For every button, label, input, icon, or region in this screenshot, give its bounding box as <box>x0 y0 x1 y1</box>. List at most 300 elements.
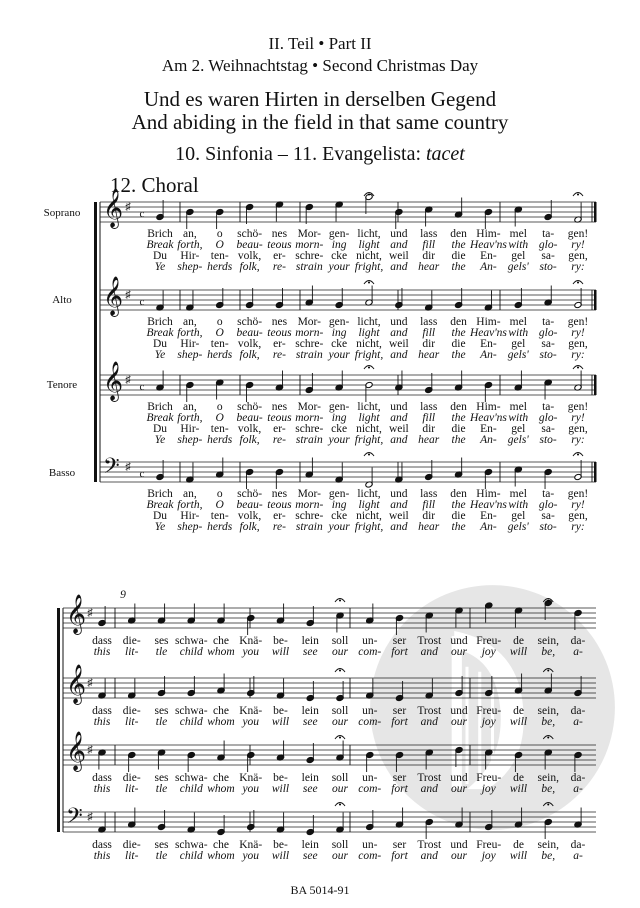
system2-tenore-lyric-german: un- <box>362 772 378 784</box>
system2-alto-lyric-english: whom <box>207 716 235 728</box>
system1-alto-lyric-l4: shep- <box>177 349 203 361</box>
system1-tenore-lyric-l3: schre- <box>295 423 324 435</box>
system1-soprano-lyric-l2: O <box>215 239 224 251</box>
system1-soprano-lyric-l2: fill <box>422 239 436 251</box>
system2-alto-lyric-german: ser <box>392 705 407 717</box>
system1-soprano-lyric-l4: An- <box>480 261 497 273</box>
system2-tenore-lyric-german: Trost <box>417 772 442 784</box>
system2-alto-lyric-english: lit- <box>125 716 139 728</box>
system1-alto-clef: 𝄞 <box>103 276 124 316</box>
system2-tenore-lyric-german: be- <box>273 772 288 784</box>
system1-soprano-lyric-l1: ta- <box>542 228 555 240</box>
system2-tenore-lyric-german: und <box>450 772 468 784</box>
system1-basso-lyric-l3: En- <box>480 510 497 522</box>
system1-basso-lyric-l4: ry: <box>571 521 585 533</box>
system1-tenore-lyric-l3: sa- <box>541 423 555 435</box>
system2-soprano-lyric-german: die- <box>122 635 141 647</box>
system2-alto-lyric-german: Trost <box>417 705 442 717</box>
system1-soprano-final-barline-thick <box>594 202 597 222</box>
system2-basso-fermata-dot <box>339 804 341 806</box>
system1-basso-lyric-l2: ing <box>331 499 347 511</box>
system2-tenore-lyric-german: ser <box>392 772 407 784</box>
system2-soprano-lyric-german: be- <box>273 635 288 647</box>
system2-basso-lyric-english: a- <box>573 850 583 862</box>
system1-alto-lyric-l1: mel <box>509 316 527 328</box>
system2-basso-lyric-english: and <box>420 850 438 862</box>
system1-alto-lyric-l3: sa- <box>541 338 555 350</box>
system1-alto-lyric-l1: und <box>390 316 408 328</box>
system1-basso-lyric-l4: the <box>451 521 466 533</box>
system1-soprano-lyric-l1: den <box>450 228 467 240</box>
system2-alto-lyric-english: fort <box>391 716 408 728</box>
system2-alto-lyric-english: and <box>420 716 438 728</box>
system1-alto-lyric-l1: Mor- <box>297 316 321 328</box>
system2-basso-lyric-english: be, <box>541 850 556 862</box>
system1-soprano-lyric-l4: sto- <box>539 261 557 273</box>
system1-basso-lyric-l3: nicht, <box>356 510 382 522</box>
title-german: Und es waren Hirten in derselben Gegend <box>143 87 497 111</box>
system1-alto-lyric-l2: and <box>390 327 408 339</box>
system1-alto-lyric-l3: Hir- <box>180 338 200 350</box>
system1-alto-lyric-l2: ry! <box>571 327 585 339</box>
system2-soprano-lyric-english: be, <box>541 646 556 658</box>
system1-alto-fermata-dot <box>368 282 370 284</box>
system1-alto-key-signature: ♯ <box>125 289 131 301</box>
system1-alto-lyric-l2: forth, <box>177 327 203 339</box>
system1-tenore-lyric-l1: gen- <box>328 401 350 413</box>
voice-label-alto: Alto <box>52 294 72 306</box>
system2-soprano-lyric-english: tle <box>155 646 168 658</box>
system2-alto-lyric-german: de <box>513 705 524 717</box>
system2-tenore-lyric-english: our <box>332 783 348 795</box>
system2-tenore-lyric-english: tle <box>155 783 168 795</box>
system2-tenore-key-signature: ♯ <box>87 744 93 756</box>
system1-tenore-fermata-dot <box>577 367 579 369</box>
system1-soprano-lyric-l2: beau- <box>236 239 263 251</box>
system1-soprano-lyric-l3: cke <box>331 250 348 262</box>
system2-alto-lyric-german: che <box>213 705 229 717</box>
system1-soprano-lyric-l2: the <box>451 239 466 251</box>
system1-tenore-lyric-l2: and <box>390 412 408 424</box>
system1-tenore-lyric-l1: gen! <box>567 401 589 413</box>
system2-basso-lyric-german: ses <box>154 839 169 851</box>
system2-alto-lyric-english: this <box>93 716 111 728</box>
system1-alto-lyric-l3: cke <box>331 338 348 350</box>
system2-soprano-lyric-german: und <box>450 635 468 647</box>
system1-alto-lyric-l1: ta- <box>542 316 555 328</box>
system2-basso-lyric-german: un- <box>362 839 378 851</box>
movements-prefix: 10. Sinfonia – 11. Evangelista: <box>175 143 426 165</box>
system1-tenore-lyric-l3: volk, <box>237 423 262 435</box>
system1-tenore-lyric-l4: and <box>390 434 408 446</box>
system1-alto-lyric-l4: the <box>451 349 466 361</box>
system1-soprano-lyric-l4: hear <box>418 261 440 273</box>
system1-soprano-key-signature: ♯ <box>125 201 131 213</box>
system2-basso-lyric-english: will <box>271 850 290 862</box>
system1-basso-lyric-l1: den <box>450 488 467 500</box>
system1-basso-lyric-l3: gen, <box>568 510 588 522</box>
system1-basso-lyric-l2: the <box>451 499 466 511</box>
system1-tenore-lyric-l2: with <box>508 412 529 424</box>
system1-basso-lyric-l3: gel <box>511 510 526 522</box>
system1-tenore-lyric-l1: o <box>216 401 223 413</box>
system1-basso-lyric-l3: schre- <box>295 510 324 522</box>
system2-tenore-fermata-dot <box>339 737 341 739</box>
system1-tenore-clef: 𝄞 <box>103 361 124 401</box>
system1-brace <box>94 202 97 482</box>
system1-alto-lyric-l4: An- <box>480 349 497 361</box>
system2-soprano-lyric-german: Knä- <box>239 635 263 647</box>
system2-basso-lyric-german: und <box>450 839 468 851</box>
system1-basso-lyric-l3: die <box>451 510 466 522</box>
system1-soprano-lyric-l3: die <box>451 250 466 262</box>
system2-alto-lyric-german: lein <box>301 705 319 717</box>
system2-tenore-lyric-english: will <box>509 783 528 795</box>
system2-tenore-lyric-english: be, <box>541 783 556 795</box>
system1-soprano-lyric-l2: and <box>390 239 408 251</box>
system1-tenore-fermata-dot <box>368 367 370 369</box>
system2-soprano-lyric-german: lein <box>301 635 319 647</box>
system2-tenore-lyric-german: de <box>513 772 524 784</box>
tacet-label: tacet <box>426 143 465 165</box>
system1-basso-lyric-l4: herds <box>207 521 233 533</box>
system1-basso-lyric-l2: teous <box>267 499 292 511</box>
system2-soprano-lyric-german: un- <box>362 635 378 647</box>
system2-soprano-lyric-german: dass <box>92 635 112 647</box>
system1-soprano-lyric-l3: volk, <box>237 250 262 262</box>
system2-soprano-lyric-english: whom <box>207 646 235 658</box>
system1-alto-lyric-l2: with <box>508 327 529 339</box>
system1-soprano-lyric-l4: Ye <box>154 261 166 273</box>
system1-basso-lyric-l1: Mor- <box>297 488 321 500</box>
system1-soprano-lyric-l3: ten- <box>210 250 229 262</box>
system1-tenore-lyric-l1: lass <box>420 401 438 413</box>
system1-basso-lyric-l1: und <box>390 488 408 500</box>
system2-basso-lyric-german: che <box>213 839 229 851</box>
title-english: And abiding in the field in that same country <box>131 110 509 134</box>
system1-alto-lyric-l1: licht, <box>357 316 381 328</box>
system1-soprano-lyric-l3: Du <box>152 250 168 262</box>
system1-soprano-lyric-l4: shep- <box>177 261 203 273</box>
system2-soprano-lyric-german: schwa- <box>174 635 208 647</box>
system1-soprano-lyric-l1: an, <box>182 228 197 240</box>
system2-soprano-lyric-english: joy <box>481 646 496 658</box>
system1-alto-lyric-l3: volk, <box>237 338 262 350</box>
system1-soprano-lyric-l3: dir <box>422 250 436 262</box>
system2-basso-lyric-german: Knä- <box>239 839 263 851</box>
system1-tenore-lyric-l1: licht, <box>357 401 381 413</box>
system2-basso-lyric-german: Freu- <box>476 839 502 851</box>
system2-alto-lyric-english: tle <box>155 716 168 728</box>
system2-soprano-lyric-english: you <box>242 646 260 658</box>
system1-alto-lyric-l1: gen- <box>328 316 350 328</box>
system1-alto-lyric-l3: weil <box>388 338 409 350</box>
system2-alto-lyric-german: un- <box>362 705 378 717</box>
system1-soprano-lyric-l2: teous <box>267 239 292 251</box>
system1-soprano-lyric-l1: Him- <box>476 228 501 240</box>
system1-basso-lyric-l1: gen! <box>567 488 589 500</box>
system1-tenore-lyric-l3: Hir- <box>180 423 200 435</box>
system1-basso-lyric-l2: Heav'ns <box>469 499 507 511</box>
system1-soprano-lyric-l4: re- <box>272 261 286 273</box>
system1-tenore-lyric-l2: forth, <box>177 412 203 424</box>
system1-alto-lyric-l3: gel <box>511 338 526 350</box>
system2-soprano-lyric-english: this <box>93 646 111 658</box>
system1-tenore-lyric-l4: fright, <box>354 434 384 446</box>
system1-basso-lyric-l2: Break <box>146 499 174 511</box>
system2-basso-lyric-english: lit- <box>125 850 139 862</box>
system1-basso-time-signature: c <box>139 468 145 480</box>
system2-tenore-lyric-english: and <box>420 783 438 795</box>
system1-tenore-lyric-l4: strain <box>295 434 323 446</box>
system2-alto-lyric-english: joy <box>481 716 496 728</box>
system1-basso-fermata-dot <box>368 454 370 456</box>
system2-alto-lyric-german: Freu- <box>476 705 502 717</box>
system1-alto-lyric-l2: glo- <box>538 327 558 339</box>
system1-tenore-lyric-l1: Mor- <box>297 401 321 413</box>
system2-tenore-lyric-english: lit- <box>125 783 139 795</box>
system2-soprano-lyric-german: Trost <box>417 635 442 647</box>
system1-basso-lyric-l4: your <box>328 521 350 533</box>
system1-alto-lyric-l1: nes <box>271 316 288 328</box>
system1-basso-lyric-l4: fright, <box>354 521 384 533</box>
system2-basso-lyric-german: be- <box>273 839 288 851</box>
system2-soprano-lyric-german: da- <box>570 635 586 647</box>
system2-soprano-key-signature: ♯ <box>87 607 93 619</box>
system2-alto-fermata-dot <box>547 670 549 672</box>
system1-alto-lyric-l4: folk, <box>239 349 260 361</box>
system1-basso-fermata-dot <box>577 454 579 456</box>
system1-basso-lyric-l4: re- <box>272 521 286 533</box>
part-line: II. Teil • Part II <box>268 34 372 53</box>
system1-basso-lyric-l4: hear <box>418 521 440 533</box>
system2-tenore-lyric-english: joy <box>481 783 496 795</box>
system1-tenore-lyric-l4: re- <box>272 434 286 446</box>
system1-soprano-clef: 𝄞 <box>103 188 124 228</box>
system2-basso-lyric-english: will <box>509 850 528 862</box>
system1-alto-lyric-l2: teous <box>267 327 292 339</box>
system1-soprano-lyric-l2: morn- <box>295 239 324 251</box>
system2-alto-lyric-german: die- <box>122 705 141 717</box>
system1-soprano-lyric-l2: Heav'ns <box>469 239 507 251</box>
system2-basso-fermata-dot <box>547 804 549 806</box>
system1-soprano-lyric-l2: light <box>358 239 380 251</box>
system2-alto-lyric-english: our <box>451 716 467 728</box>
system2-tenore-lyric-english: child <box>179 783 203 795</box>
system2-tenore-lyric-german: Knä- <box>239 772 263 784</box>
system2-basso-lyric-german: die- <box>122 839 141 851</box>
system1-alto-lyric-l4: re- <box>272 349 286 361</box>
system1-soprano-lyric-l1: nes <box>271 228 288 240</box>
system2-alto-lyric-english: child <box>179 716 203 728</box>
system1-alto-lyric-l1: den <box>450 316 467 328</box>
system1-soprano-lyric-l3: Hir- <box>180 250 200 262</box>
system1-basso-lyric-l2: glo- <box>538 499 558 511</box>
system1-basso-lyric-l3: er- <box>273 510 286 522</box>
system1-tenore-final-barline-thick <box>594 375 597 395</box>
system2-soprano-lyric-german: soll <box>331 635 349 647</box>
system2-tenore-lyric-english: whom <box>207 783 235 795</box>
system1-alto-lyric-l1: an, <box>182 316 197 328</box>
system2-basso-lyric-german: Trost <box>417 839 442 851</box>
system1-soprano-lyric-l1: lass <box>420 228 438 240</box>
system1-soprano-fermata-dot <box>368 194 370 196</box>
system2-basso-key-signature: ♯ <box>87 811 93 823</box>
system1-soprano-lyric-l4: fright, <box>354 261 384 273</box>
system1-alto-lyric-l2: O <box>215 327 224 339</box>
system2-alto-fermata-dot <box>339 670 341 672</box>
system1-soprano-lyric-l4: the <box>451 261 466 273</box>
system1-tenore-lyric-l2: fill <box>422 412 436 424</box>
system2-tenore-lyric-english: this <box>93 783 111 795</box>
system2-soprano-clef: 𝄞 <box>66 594 87 634</box>
system1-tenore-lyric-l1: ta- <box>542 401 555 413</box>
system1-basso-lyric-l3: sa- <box>541 510 555 522</box>
system1-alto-lyric-l4: fright, <box>354 349 384 361</box>
system1-soprano-lyric-l1: licht, <box>357 228 381 240</box>
system1-soprano-lyric-l4: folk, <box>239 261 260 273</box>
system2-soprano-lyric-english: fort <box>391 646 408 658</box>
system1-soprano-lyric-l1: o <box>216 228 223 240</box>
system1-soprano-lyric-l1: Brich <box>147 228 173 240</box>
system1-alto-lyric-l3: er- <box>273 338 286 350</box>
system1-soprano-lyric-l2: Break <box>146 239 174 251</box>
system1-alto-lyric-l3: dir <box>422 338 436 350</box>
system1-tenore-lyric-l4: the <box>451 434 466 446</box>
system1-basso-lyric-l1: licht, <box>357 488 381 500</box>
system2-basso-lyric-german: de <box>513 839 524 851</box>
system1-soprano-fermata-dot <box>577 194 579 196</box>
system1-basso-lyric-l3: weil <box>388 510 409 522</box>
system2-soprano-lyric-english: com- <box>358 646 382 658</box>
system1-alto-lyric-l3: En- <box>480 338 497 350</box>
system2-tenore-lyric-german: sein, <box>537 772 559 784</box>
system1-alto-lyric-l4: hear <box>418 349 440 361</box>
system1-basso-lyric-l4: shep- <box>177 521 203 533</box>
system1-tenore-lyric-l2: ing <box>331 412 347 424</box>
system1-alto-lyric-l4: Ye <box>154 349 166 361</box>
system1-tenore-lyric-l1: und <box>390 401 408 413</box>
system1-basso-lyric-l1: Brich <box>147 488 173 500</box>
system1-alto-lyric-l4: strain <box>295 349 323 361</box>
system1-tenore-lyric-l4: shep- <box>177 434 203 446</box>
system2-soprano-lyric-english: will <box>509 646 528 658</box>
system1-basso-lyric-l4: strain <box>295 521 323 533</box>
system1-tenore-lyric-l1: den <box>450 401 467 413</box>
system2-alto-key-signature: ♯ <box>87 677 93 689</box>
system1-soprano-lyric-l2: ing <box>331 239 347 251</box>
system1-tenore-lyric-l2: ry! <box>571 412 585 424</box>
system1-tenore-lyric-l2: O <box>215 412 224 424</box>
voice-label-tenore: Tenore <box>46 379 78 391</box>
system1-basso-lyric-l2: with <box>508 499 529 511</box>
system1-soprano-lyric-l1: gen- <box>328 228 350 240</box>
system1-tenore-lyric-l2: Break <box>146 412 174 424</box>
system2-tenore-lyric-english: a- <box>573 783 583 795</box>
system2-basso-lyric-english: whom <box>207 850 235 862</box>
system1-alto-lyric-l4: ry: <box>571 349 585 361</box>
system2-tenore-lyric-english: fort <box>391 783 408 795</box>
system1-basso-lyric-l1: nes <box>271 488 288 500</box>
system2-alto-lyric-english: will <box>271 716 290 728</box>
system1-basso-lyric-l1: gen- <box>328 488 350 500</box>
system2-basso-lyric-german: dass <box>92 839 112 851</box>
system2-tenore-lyric-english: see <box>302 783 318 795</box>
system1-basso-lyric-l4: gels' <box>507 521 529 533</box>
system2-alto-clef: 𝄞 <box>66 664 87 704</box>
system1-alto-lyric-l2: Heav'ns <box>469 327 507 339</box>
voice-label-soprano: Soprano <box>43 207 81 219</box>
system2-basso-lyric-german: schwa- <box>174 839 208 851</box>
system1-alto-lyric-l1: o <box>216 316 223 328</box>
system1-soprano-lyric-l3: gen, <box>568 250 588 262</box>
system2-alto-lyric-german: und <box>450 705 468 717</box>
system1-tenore-lyric-l2: Heav'ns <box>469 412 507 424</box>
system1-tenore-lyric-l1: nes <box>271 401 288 413</box>
system1-soprano-lyric-l3: weil <box>388 250 409 262</box>
system1-alto-fermata-dot <box>577 282 579 284</box>
system1-basso-lyric-l2: and <box>390 499 408 511</box>
system2-alto-lyric-english: our <box>332 716 348 728</box>
system1-tenore-lyric-l3: dir <box>422 423 436 435</box>
system1-basso-lyric-l3: ten- <box>210 510 229 522</box>
system2-soprano-lyric-english: our <box>451 646 467 658</box>
system1-alto-lyric-l3: gen, <box>568 338 588 350</box>
system1-alto-lyric-l2: morn- <box>295 327 324 339</box>
system1-alto-lyric-l4: gels' <box>507 349 529 361</box>
system2-basso-lyric-english: our <box>332 850 348 862</box>
system1-basso-lyric-l2: O <box>215 499 224 511</box>
system1-soprano-lyric-l2: ry! <box>571 239 585 251</box>
system1-basso-lyric-l1: schö- <box>237 488 263 500</box>
system1-basso-lyric-l1: lass <box>420 488 438 500</box>
system2-tenore-clef: 𝄞 <box>66 731 87 771</box>
system2-tenore-lyric-german: schwa- <box>174 772 208 784</box>
system1-tenore-time-signature: c <box>139 381 145 393</box>
system1-tenore-lyric-l3: er- <box>273 423 286 435</box>
system1-alto-lyric-l2: Break <box>146 327 174 339</box>
system1-tenore-lyric-l3: gel <box>511 423 526 435</box>
system1-soprano-lyric-l1: gen! <box>567 228 589 240</box>
day-line: Am 2. Weihnachtstag • Second Christmas Day <box>161 56 479 75</box>
system2-basso-lyric-english: this <box>93 850 111 862</box>
system1-basso-lyric-l2: ry! <box>571 499 585 511</box>
system2-tenore-lyric-english: will <box>271 783 290 795</box>
system1-basso-lyric-l2: morn- <box>295 499 324 511</box>
system2-tenore-lyric-german: die- <box>122 772 141 784</box>
system2-basso-lyric-english: see <box>302 850 318 862</box>
system2-basso-lyric-english: tle <box>155 850 168 862</box>
system1-tenore-lyric-l2: beau- <box>236 412 263 424</box>
system2-soprano-lyric-english: a- <box>573 646 583 658</box>
system1-alto-lyric-l1: gen! <box>567 316 589 328</box>
system1-tenore-lyric-l4: herds <box>207 434 233 446</box>
system1-soprano-lyric-l3: er- <box>273 250 286 262</box>
system1-basso-lyric-l3: cke <box>331 510 348 522</box>
system2-basso-lyric-german: sein, <box>537 839 559 851</box>
system1-tenore-lyric-l4: your <box>328 434 350 446</box>
system1-alto-lyric-l3: die <box>451 338 466 350</box>
system1-alto-time-signature: c <box>139 296 145 308</box>
system1-soprano-lyric-l1: schö- <box>237 228 263 240</box>
system1-alto-lyric-l2: fill <box>422 327 436 339</box>
system1-basso-lyric-l4: and <box>390 521 408 533</box>
system1-alto-lyric-l4: your <box>328 349 350 361</box>
system1-tenore-lyric-l1: Brich <box>147 401 173 413</box>
system2-tenore-lyric-german: dass <box>92 772 112 784</box>
system1-soprano-lyric-l1: und <box>390 228 408 240</box>
system2-alto-lyric-english: you <box>242 716 260 728</box>
